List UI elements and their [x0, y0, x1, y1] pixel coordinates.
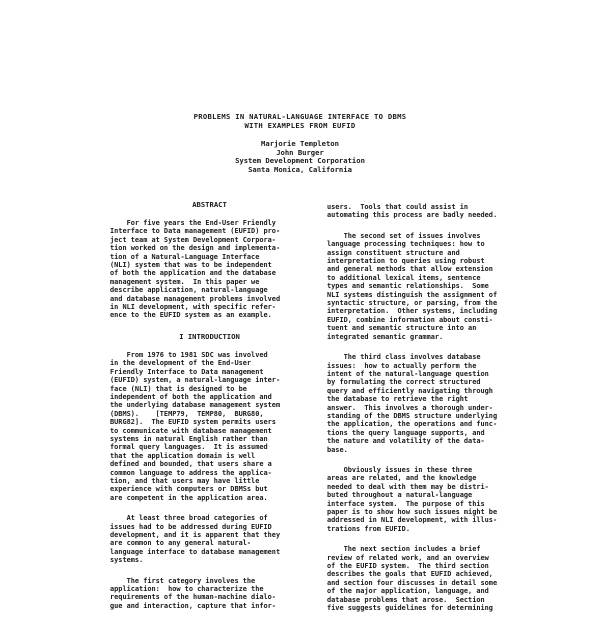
title-line-2: WITH EXAMPLES FROM EUFID	[244, 121, 356, 130]
author-block	[0, 140, 600, 174]
right-column	[327, 203, 526, 624]
intro-heading: I INTRODUCTION	[179, 331, 240, 341]
right-paragraph-1: users. Tools that could assist in automating this process are badly needed.	[327, 203, 498, 220]
author-1: Marjorie Templeton	[261, 139, 339, 148]
right-paragraph-5: The next section includes a brief review of related work, and an overview of the EUFID system. The third section describes the goals that EUFID achieved, and section four discusses in detail some of the major application, language, and database problems that arose. Section five suggests guidelines for determining	[327, 545, 498, 613]
left-column	[110, 200, 309, 622]
intro-paragraph-3: The first category involves the application: how to characterize the requirements of the human-machine dialo- gue and interaction, capture that infor-	[110, 576, 276, 610]
intro-paragraph-1: From 1976 to 1981 SDC was involved in the development of the End-User Friendly Interface to Data management (EUFID) system, a natural-language inter- face (NLI) that is designed to be independent of both the application and the underlying database management system (DBMS). [TEMP79, TEMP80, BURG80, BURG82]. The EUFID system permits users to communicate with database management systems in natural English rather than formal query languages. It is assumed that the application domain is well defined and bounded, that users share a common language to address the applica- tion, and that users may have little experience with computers or DBMSs but are competent in the application area.	[110, 350, 281, 502]
paper-title	[0, 112, 600, 130]
right-paragraph-3: The third class involves database issues: how to actually perform the intent of the natural-language question by formulating the correct structured query and efficiently navigating through the database to retrieve the right answer. This involves a thorough under- standing of the DBMS structure underlying the application, the operations and func- tions the query language supports, and the nature and volatility of the data- base.	[327, 353, 498, 454]
location: Santa Monica, California	[248, 164, 352, 174]
abstract-text: For five years the End-User Friendly Interface to Data management (EUFID) pro- ject team at System Development Corpora- tion worked on the design and implementa- tion of a Natural-Language Interface (NLI) system that was to be independent of both the application and the database management system. In this paper we describe application, natural-language and database management problems involved in NLI development, with specific refer- ence to the EUFID system as an example.	[110, 219, 281, 320]
author-2: John Burger	[276, 147, 324, 157]
right-paragraph-4: Obviously issues in these three areas are related, and the knowledge needed to deal with them may be distri- buted throughout a natural-language interface system. The purpose of this paper is to show how such issues might be addressed in NLI development, with illus- trations from EUFID.	[327, 465, 498, 533]
title-line-1: PROBLEMS IN NATURAL-LANGUAGE INTERFACE TO DBMS	[193, 112, 407, 121]
affiliation: System Development Corporation	[235, 156, 365, 166]
intro-paragraph-2: At least three broad categories of issues had to be addressed during EUFID development, and it is apparent that they are common to any general natural- language interface to database management systems.	[110, 514, 281, 565]
right-paragraph-2: The second set of issues involves language processing techniques: how to assign constituent structure and interpretation to queries using robust and general methods that allow extension to additional lexical items, sentence types and semantic relationships. Some NLI systems distinguish the assignment of syntactic structure, or parsing, from the interpretation. Other systems, including EUFID, combine information about consti- tuent and semantic structure into an integrated semantic grammar.	[327, 231, 498, 341]
abstract-heading: ABSTRACT	[192, 200, 227, 209]
